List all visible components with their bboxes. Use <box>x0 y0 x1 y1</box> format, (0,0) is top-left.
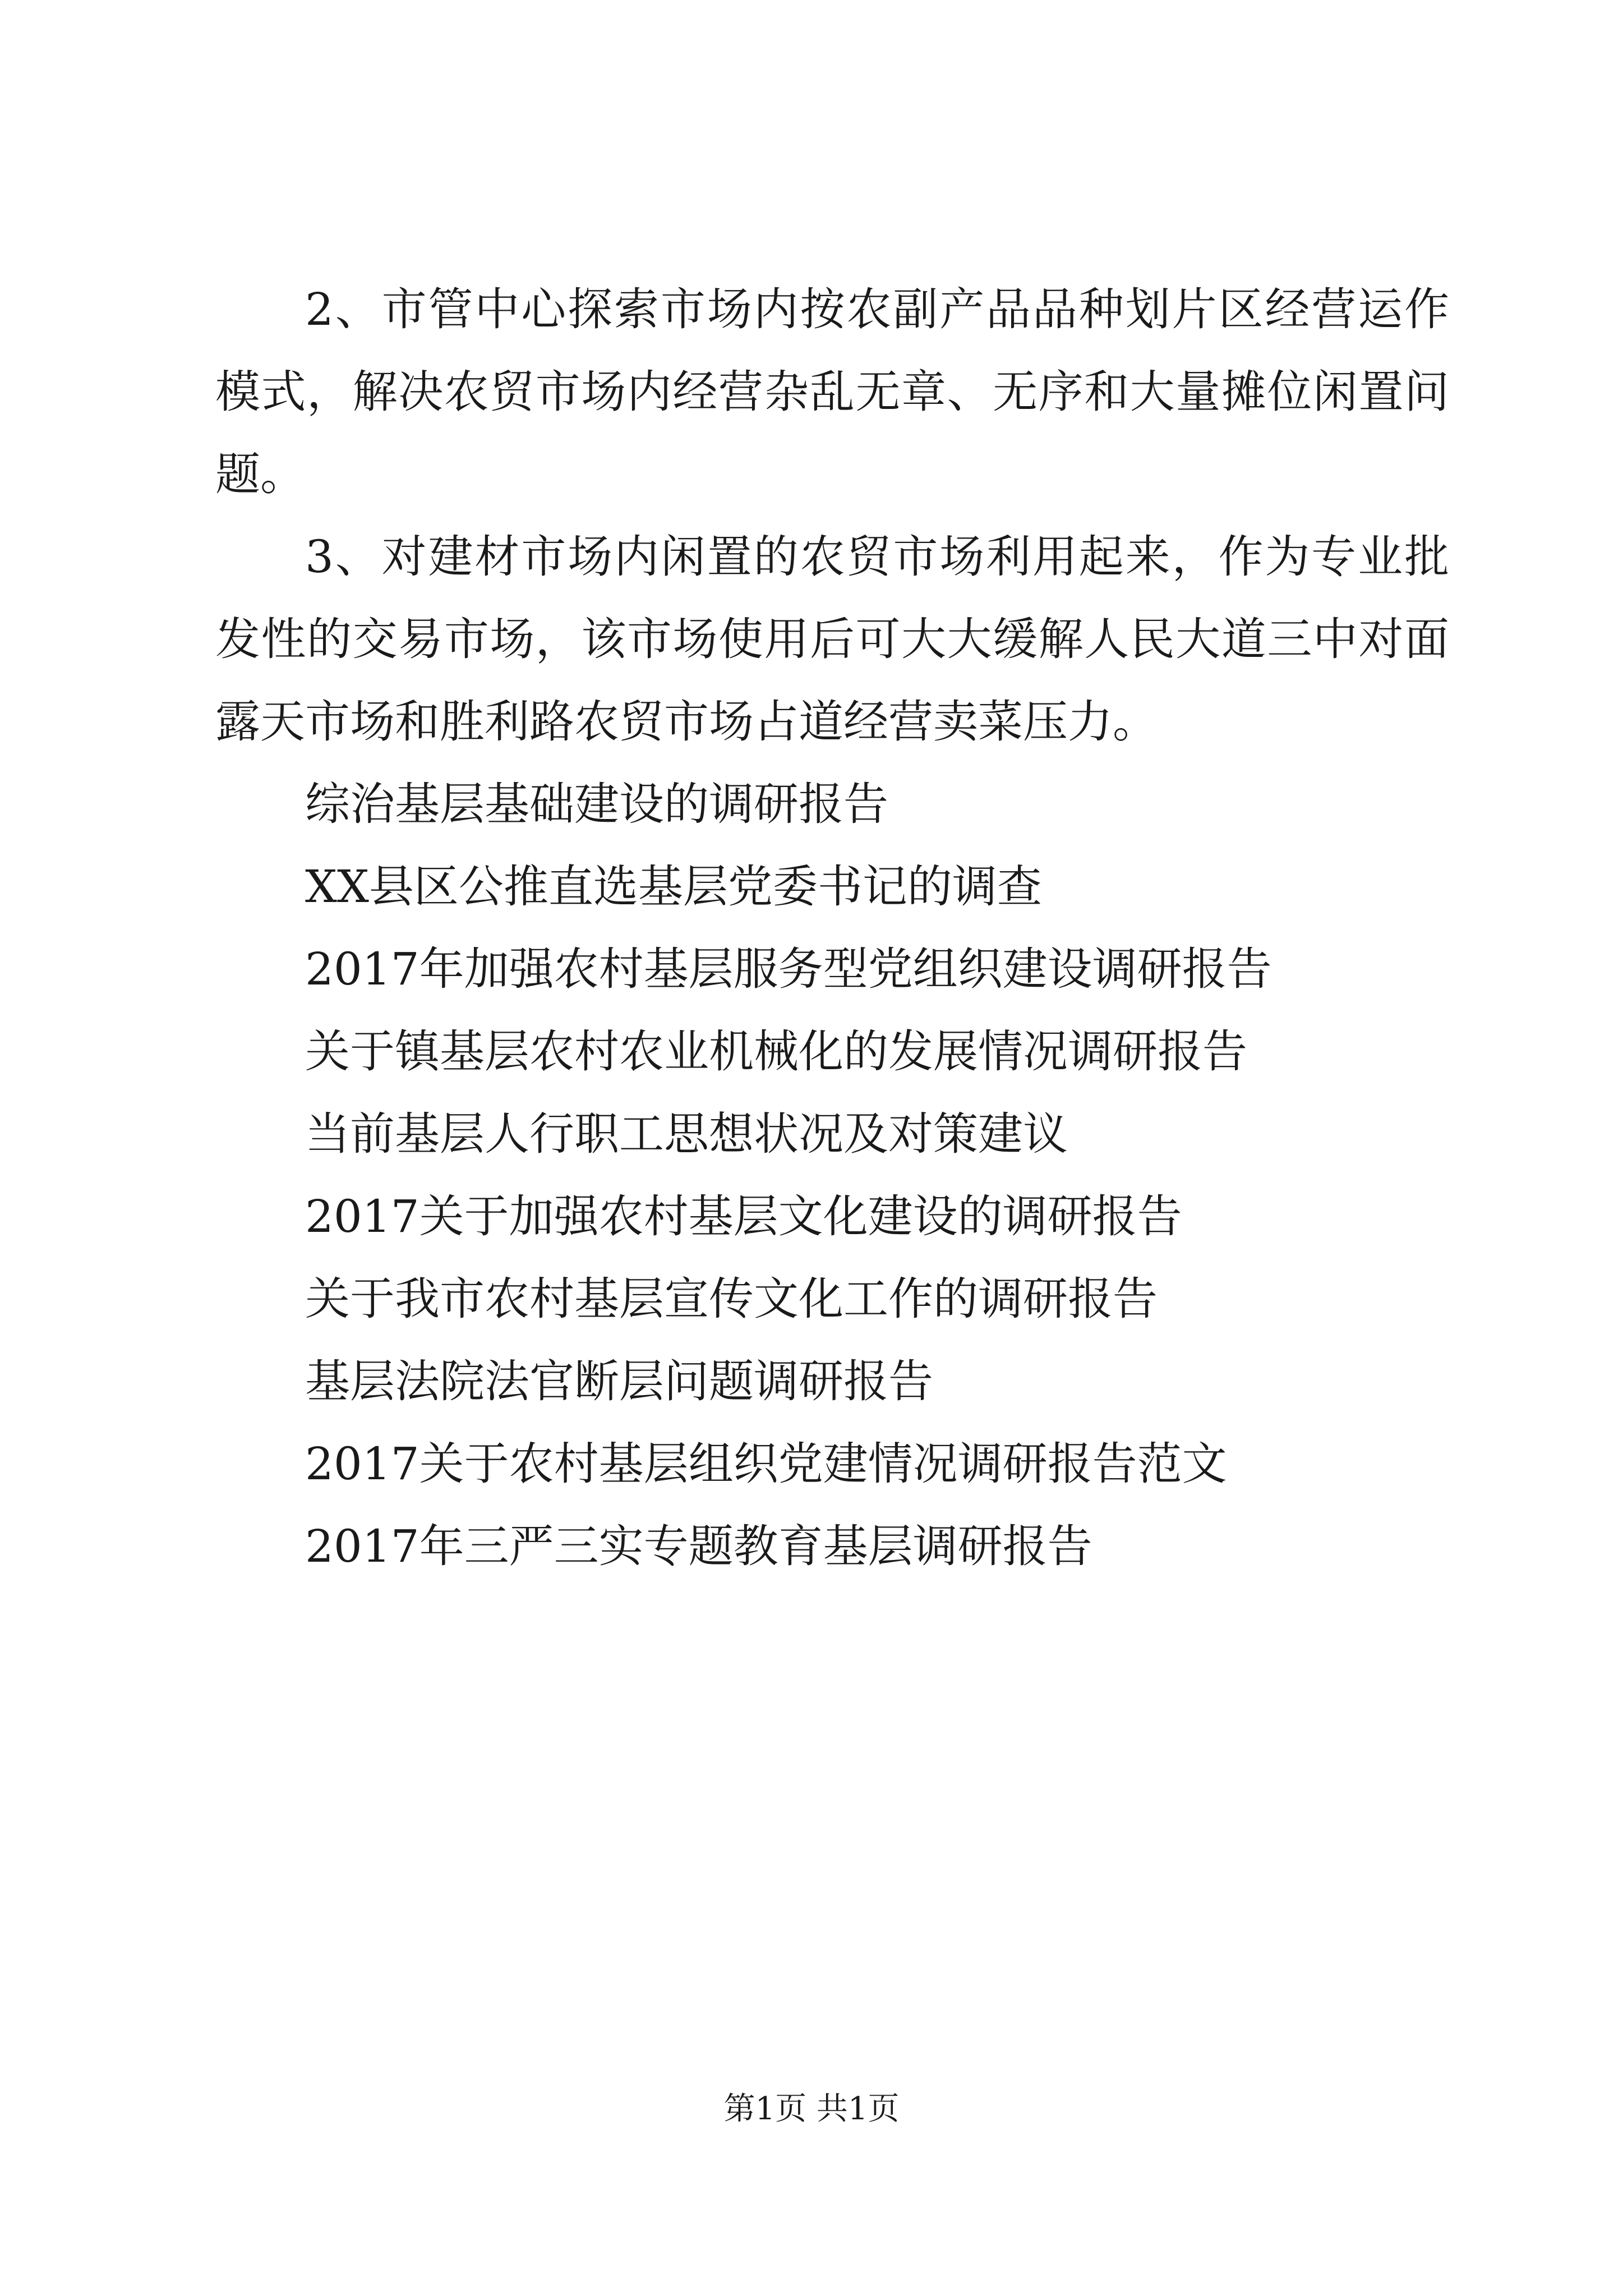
page-number: 第1页 共1页 <box>723 2091 900 2127</box>
related-title[interactable]: 2017关于加强农村基层文化建设的调研报告 <box>305 1190 1182 1243</box>
related-title[interactable]: 综治基层基础建设的调研报告 <box>305 778 888 830</box>
related-title[interactable]: 关于我市农村基层宣传文化工作的调研报告 <box>305 1273 1158 1325</box>
related-title[interactable]: 关于镇基层农村农业机械化的发展情况调研报告 <box>305 1025 1247 1078</box>
related-title[interactable]: 2017年三严三实专题教育基层调研报告 <box>305 1520 1092 1572</box>
document-body <box>215 268 1449 1588</box>
paragraph-item-2: 2、市管中心探索市场内按农副产品品种划片区经营运作模式，解决农贸市场内经营杂乱无章、无序和大量摊位闲置问题。 <box>215 283 1449 500</box>
related-title[interactable]: 2017关于农村基层组织党建情况调研报告范文 <box>305 1438 1227 1490</box>
related-title[interactable]: 2017年加强农村基层服务型党组织建设调研报告 <box>305 943 1272 995</box>
related-title[interactable]: 当前基层人行职工思想状况及对策建议 <box>305 1108 1068 1160</box>
related-titles-list <box>215 763 1449 1588</box>
related-title[interactable]: XX县区公推直选基层党委书记的调查 <box>305 861 1042 913</box>
related-title[interactable]: 基层法院法官断层问题调研报告 <box>305 1355 933 1407</box>
paragraph-item-3: 3、对建材市场内闲置的农贸市场利用起来，作为专业批发性的交易市场，该市场使用后可大大缓解人民大道三中对面露天市场和胜利路农贸市场占道经营卖菜压力。 <box>215 531 1449 748</box>
